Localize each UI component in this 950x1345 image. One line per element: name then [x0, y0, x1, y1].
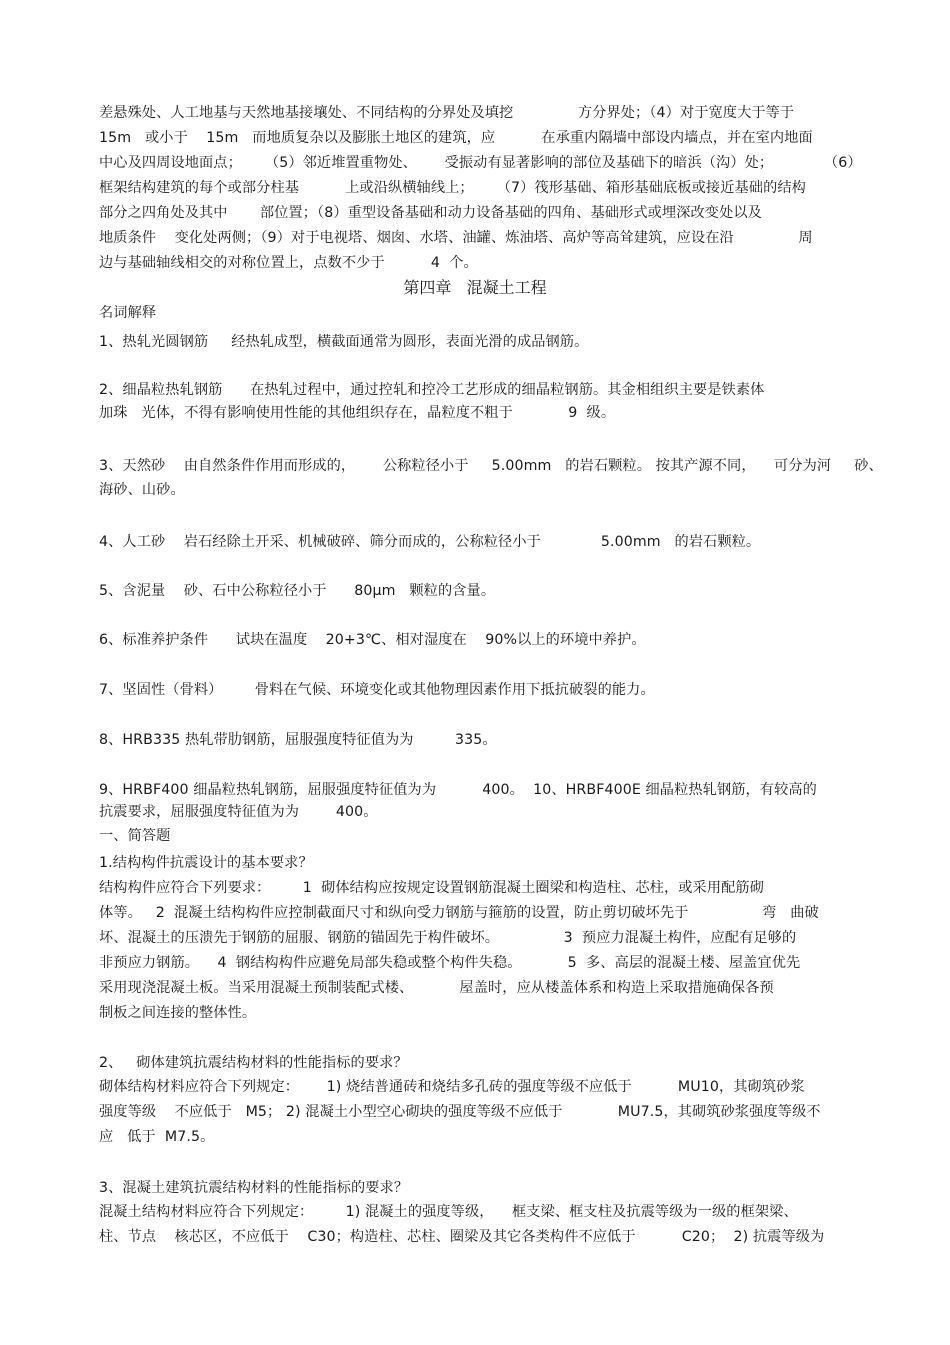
intro-line: 15m 或小于 15m 而地质复杂以及膨胀土地区的建筑，应 在承重内隔墙中部设内墙点，并在室内地面 [99, 130, 813, 146]
intro-line: 边与基础轴线相交的对称位置上，点数不少于 4 个。 [99, 255, 478, 271]
answer-line: 制板之间连接的整体性。 [99, 1005, 257, 1021]
section-heading: 名词解释 [99, 305, 157, 321]
definition-item: 5、含泥量 砂、石中公称粒径小于 80μm 颗粒的含量。 [99, 583, 496, 599]
intro-line: 地质条件 变化处两侧；（9）对于电视塔、烟囱、水塔、油罐、炼油塔、高炉等高耸建筑，应设在沿 周 [99, 230, 813, 246]
answer-line: 砌体结构材料应符合下列规定： 1) 烧结普通砖和烧结多孔砖的强度等级不应低于 MU10，其砌筑砂浆 [99, 1079, 805, 1095]
definition-item: 海砂、山砂。 [99, 482, 185, 498]
definition-item: 抗震要求，屈服强度特征值为为 400。 [99, 804, 378, 820]
definition-item: 1、热轧光圆钢筋 经热轧成型，横截面通常为圆形，表面光滑的成品钢筋。 [99, 334, 589, 350]
definition-item: 8、HRB335 热轧带肋钢筋，屈服强度特征值为为 335。 [99, 732, 497, 748]
question-title: 2、 砌体建筑抗震结构材料的性能指标的要求？ [99, 1055, 408, 1071]
answer-line: 强度等级 不应低于 M5； 2) 混凝土小型空心砌块的强度等级不应低于 MU7.5，其砌筑砂浆强度等级不 [99, 1104, 821, 1120]
definition-item: 6、标准养护条件 试块在温度 20+3℃、相对湿度在 90%以上的环境中养护。 [99, 632, 646, 648]
definition-item: 2、细晶粒热轧钢筋 在热轧过程中，通过控轧和控冷工艺形成的细晶粒钢筋。其金相组织主要是铁素体 [99, 382, 765, 398]
question-title: 3、混凝土建筑抗震结构材料的性能指标的要求？ [99, 1180, 409, 1196]
intro-line: 框架结构建筑的每个或部分柱基 上或沿纵横轴线上； （7）筏形基础、箱形基础底板或接近基础的结构 [99, 180, 806, 196]
definition-item: 3、天然砂 由自然条件作用而形成的， 公称粒径小于 5.00mm 的岩石颗粒。 按其产源不同， 可分为河 砂、 [99, 458, 883, 474]
definition-item: 7、坚固性（骨料） 骨料在气候、环境变化或其他物理因素作用下抵抗破裂的能力。 [99, 682, 655, 698]
answer-line: 采用现浇混凝土板。当采用混凝土预制装配式楼、 屋盖时，应从楼盖体系和构造上采取措施确保各预 [99, 980, 774, 996]
answer-line: 混凝土结构材料应符合下列规定： 1) 混凝土的强度等级， 框支梁、框支柱及抗震等级为一级的框架梁、 [99, 1204, 798, 1220]
question-title: 1.结构构件抗震设计的基本要求？ [99, 855, 313, 871]
qa-heading: 一、简答题 [99, 828, 171, 844]
definition-item: 9、HRBF400 细晶粒热轧钢筋，屈服强度特征值为为 400。 10、HRBF400E 细晶粒热轧钢筋，有较高的 [99, 782, 817, 798]
answer-line: 结构构件应符合下列要求： 1 砌体结构应按规定设置钢筋混凝土圈梁和构造柱、芯柱，或采用配筋砌 [99, 880, 764, 896]
answer-line: 应 低于 M7.5。 [99, 1129, 215, 1145]
chapter-title: 第四章 混凝土工程 [403, 278, 547, 297]
intro-line: 中心及四周设地面点； （5）邻近堆置重物处、 受振动有显著影响的部位及基础下的暗浜（沟）处； （6） [99, 155, 862, 171]
answer-line: 柱、节点 核芯区，不应低于 C30；构造柱、芯柱、圈梁及其它各类构件不应低于 C20； 2) 抗震等级为 [99, 1229, 825, 1245]
intro-line: 部分之四角处及其中 部位置；（8）重型设备基础和动力设备基础的四角、基础形式或埋深改变处以及 [99, 205, 762, 221]
answer-line: 非预应力钢筋。 4 钢结构构件应避免局部失稳或整个构件失稳。 5 多、高层的混凝土楼、屋盖宜优先 [99, 955, 801, 971]
definition-item: 加珠 光体，不得有影响使用性能的其他组织存在，晶粒度不粗于 9 级。 [99, 405, 616, 421]
answer-line: 体等。 2 混凝土结构构件应控制截面尺寸和纵向受力钢筋与箍筋的设置，防止剪切破坏先于 弯 曲破 [99, 905, 819, 921]
answer-line: 坏、混凝土的压溃先于钢筋的屈服、钢筋的锚固先于构件破坏。 3 预应力混凝土构件，应配有足够的 [99, 930, 797, 946]
intro-line: 差悬殊处、人工地基与天然地基接壤处、不同结构的分界处及填挖 方分界处；（4）对于宽度大于等于 [99, 105, 795, 121]
definition-item: 4、人工砂 岩石经除土开采、机械破碎、筛分而成的，公称粒径小于 5.00mm 的岩石颗粒。 [99, 534, 761, 550]
